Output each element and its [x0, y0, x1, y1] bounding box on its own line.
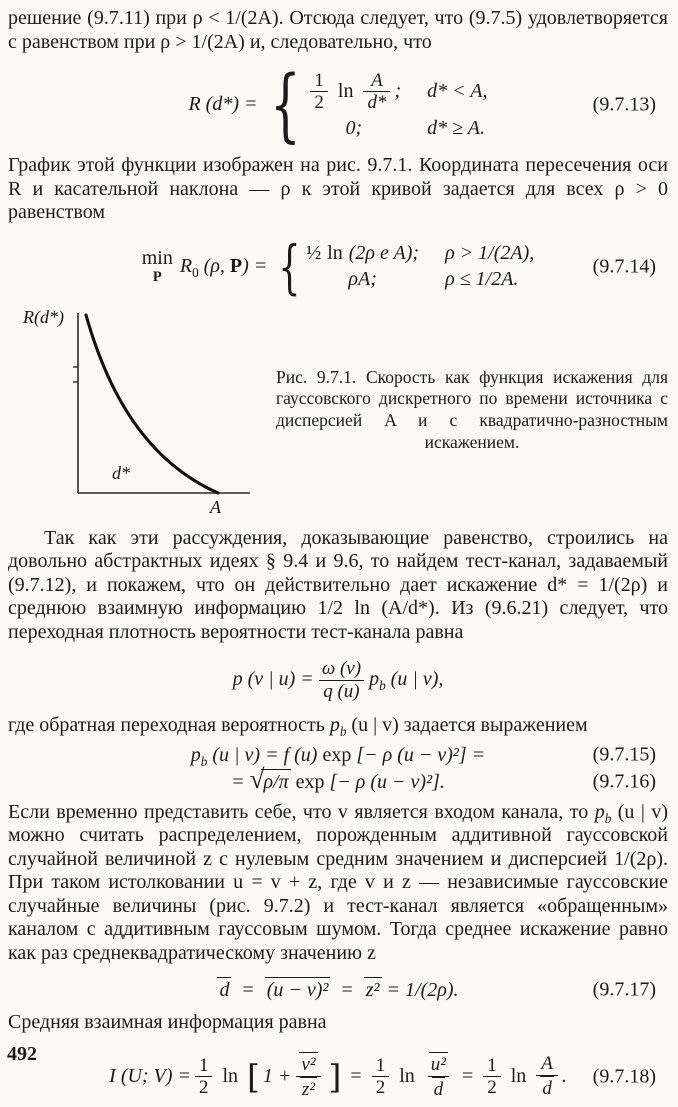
equation-9-7-14: min P $R_0$ (ρ, P) = { ½ ln (2ρ e A); ρ > 1/(2A), ρA; ρ ≤ 1/2A. (9.7.14)	[141, 232, 656, 301]
eq14-case2-value: ρA;	[348, 268, 377, 290]
equation-9-7-15	[8, 744, 668, 768]
overline-u-minus-v-sq: (u − v)²	[266, 979, 329, 1002]
eq16-body: = √ρ/π exp [− ρ (u − v)²].	[231, 764, 445, 794]
ln-operator: ln	[510, 1064, 527, 1087]
figure-ylabel: R(d*)	[23, 306, 64, 327]
eq14-case1-value: ½ ln (2ρ e A);	[306, 241, 420, 264]
figure-xtick-A: A	[210, 496, 221, 517]
paragraph-6: Средняя взаимная информация равна	[8, 1011, 327, 1033]
fraction-v2-over-z2: $\frac{\text{v²}}{\text{z²}}$	[295, 1052, 321, 1101]
equation-number: (9.7.14)	[592, 254, 656, 277]
eq13-cases	[306, 70, 487, 140]
fraction-A-over-dstar: $\frac{A}{d*}$	[363, 70, 390, 114]
eq14-cases	[306, 242, 534, 292]
radicand: ρ/π	[263, 771, 289, 793]
fraction-one-half: $\frac{1}{2}$	[310, 70, 328, 114]
overline-z-sq: z²	[365, 979, 380, 1002]
ln-operator: ln	[337, 80, 354, 102]
min-operator: min P	[141, 247, 173, 286]
figure-9-7-1	[22, 305, 668, 517]
equation-number: (9.7.18)	[592, 1064, 656, 1087]
fraction-omega-over-q: $\frac{\omega (v)}{q (u)}$	[318, 658, 365, 702]
eq14-case2-condition: ρ ≤ 1/2A.	[445, 268, 519, 290]
equation-number: (9.7.17)	[592, 978, 656, 1001]
exp-operator: exp	[295, 771, 325, 793]
eq13-lhs: R (d*) =	[188, 93, 258, 116]
overline-d: d	[219, 979, 230, 1002]
ln-operator: ln	[327, 241, 343, 264]
rate-distortion-curve	[86, 315, 218, 493]
eq14-case1-condition: ρ > 1/(2A),	[445, 241, 535, 264]
paragraph-3: Так как эти рассуждения, доказывающие равенство, строились на довольно абстрактных идеях § 9.4 и 9.6, то найдем тест-канал, задаваемый (9.7.12), и покажем, что он действительно дает искажение d* = 1/(2ρ) и среднюю взаимную информацию 1/2 ln (A/d*). Из (9.6.21) следует, что переходная плотность вероятности тест-канала равна	[8, 526, 668, 643]
one-half-glyph: ½	[306, 241, 322, 264]
paragraph-1: решение (9.7.11) при ρ < 1/(2A). Отсюда следует, что (9.7.5) удовлетворяется с равенством при ρ > 1/(2A) и, следовательно, что	[8, 7, 668, 53]
equation-number: (9.7.15)	[592, 743, 656, 766]
fraction-one-half: $\frac{1}{2}$	[372, 1055, 390, 1099]
ln-operator: ln	[399, 1064, 415, 1087]
equation-number: (9.7.13)	[592, 93, 656, 116]
figure-caption: Рис. 9.7.1. Скорость как функция искажения для гауссовского дискретного по времени источника с дисперсией A и с квадратично-разностным искажением.	[276, 366, 668, 452]
bold-P: P	[229, 254, 243, 277]
eqpvu-lhs: p (v | u) =	[232, 668, 314, 691]
page-number: 492	[7, 1043, 37, 1065]
fraction-one-half: $\frac{1}{2}$	[483, 1055, 501, 1099]
exp-operator: exp	[322, 743, 352, 766]
equation-transition-density	[8, 652, 668, 708]
equation-number: (9.7.16)	[592, 770, 656, 792]
p-b-symbol: $p_b$	[329, 714, 347, 739]
eq17-body: d = (u − v)² = z² = 1/(2ρ).	[219, 979, 459, 1002]
equation-9-7-13: R (d*) = { $\frac{1}{2}$ ln $\frac{A}{d*}$ ; d* < A, 0; d* ≥ A. (9.7.13)	[188, 58, 656, 151]
paragraph-2: График этой функции изображен на рис. 9.7.1. Координата пересечения оси R и касательной наклона — ρ к этой кривой задается для всех ρ > 0 равенством	[8, 154, 668, 223]
fraction-A-over-d: $\frac{A}{d}$	[536, 1053, 558, 1099]
eq18-lhs: I (U; V) =	[109, 1064, 191, 1087]
rate-distortion-plot	[22, 305, 260, 517]
eqpvu-rhs: $p_b$ (u | v),	[369, 668, 444, 694]
fraction-one-half: $\frac{1}{2}$	[195, 1055, 213, 1099]
equation-9-7-18: I (U; V) = $\frac{1}{2}$ ln [ 1 + $\frac{\text{v²}}{\text{z²}}$ ] = $\frac{1}{2}$ ln $\frac{\text{u²}}{d}$ = $\frac{1}{2}$ ln $\frac{A}{d}$ . (9.7.18)	[109, 1053, 656, 1100]
eq15-body: $p_b$ (u | v) = f (u) exp [− ρ (u − v)²] =	[190, 743, 486, 769]
eq13-semicolon: ;	[394, 80, 402, 102]
paragraph-4: где обратная переходная вероятность $p_b$ (u | v) задается выражением	[8, 714, 588, 739]
p-b-symbol: $p_b$	[594, 800, 612, 826]
equation-9-7-17	[8, 973, 668, 1007]
paragraph-5: Если временно представить себе, что v является входом канала, то $p_b$ (u | v) можно считать распределением, порожденным аддитивной гауссовской случайной величиной z с нулевым средним значением и дисперсией 1/(2ρ). При таком истолковании u = v + z, где v и z — независимые гауссовские случайные величины (рис. 9.7.2) и тест-канал является «обращенным» каналом с аддитивным гауссовым шумом. Тогда среднее искажение равно как раз среднеквадратическому значению z	[8, 800, 669, 964]
eq13-case1-value	[306, 70, 401, 114]
eq14-lhs: $R_0$ (ρ, P) =	[179, 254, 268, 280]
eq13-case1-condition: d* < A,	[427, 80, 488, 102]
eq13-case2-condition: d* ≥ A.	[427, 116, 485, 139]
ln-operator: ln	[222, 1064, 239, 1087]
eq13-case2-value: 0;	[345, 116, 363, 139]
equation-9-7-16	[8, 764, 668, 795]
figure-xlabel: d*	[112, 462, 130, 483]
sqrt-sign: √	[249, 764, 265, 794]
fraction-u2-over-d: $\frac{\text{u²}}{d}$	[425, 1052, 452, 1101]
